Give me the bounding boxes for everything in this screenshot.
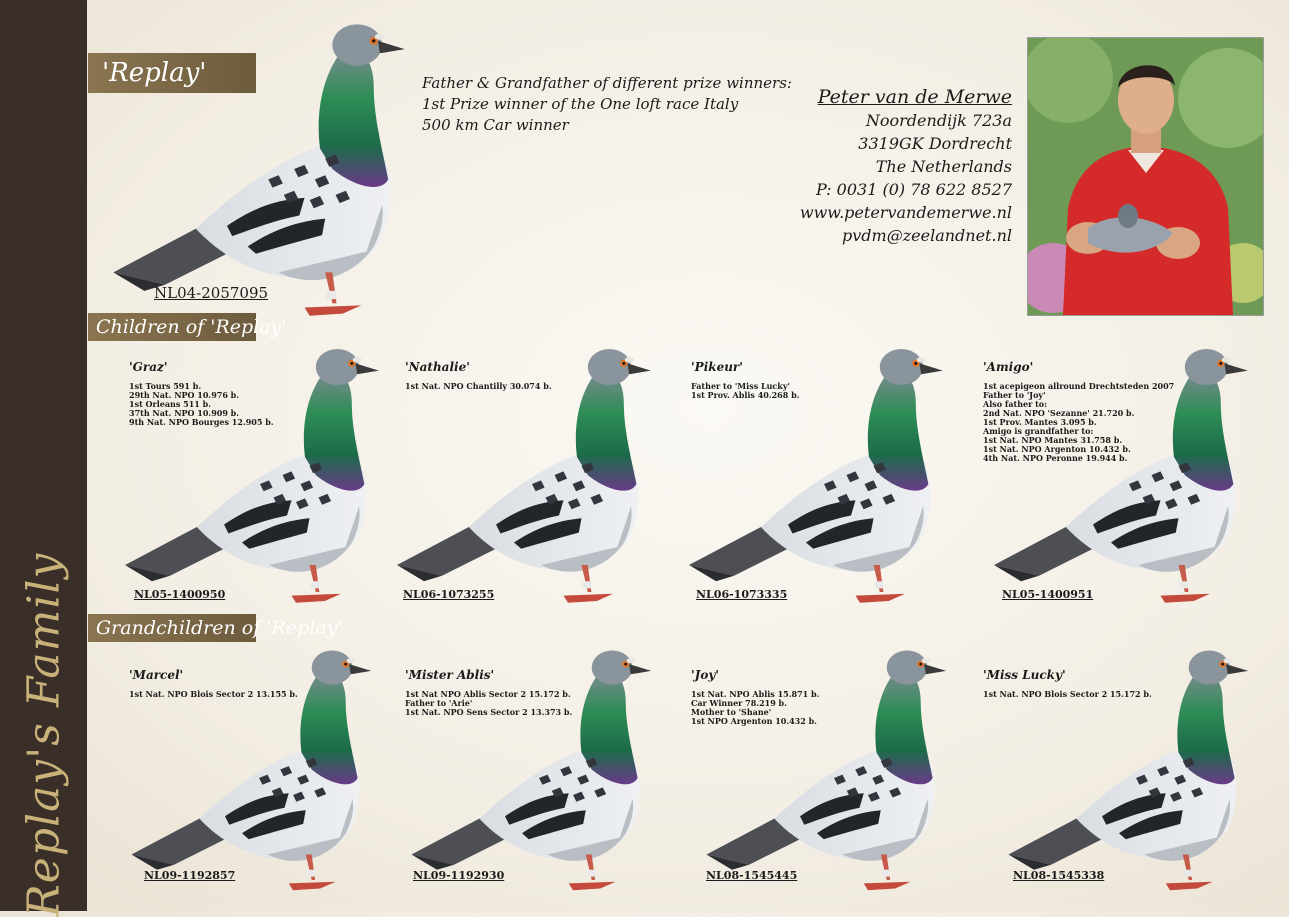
sire-achievement-line: Father & Grandfather of different prize winners: [422, 74, 792, 92]
grandchildren-banner: Grandchildren of 'Replay' [88, 614, 256, 642]
pigeon-name: 'Marcel' [129, 668, 184, 682]
ring-number: NL08-1545338 [1013, 869, 1105, 882]
sire-achievement-line: 1st Prize winner of the One loft race Italy [422, 95, 739, 113]
ring-number: NL06-1073255 [403, 588, 495, 601]
result-line: 1st Nat NPO Ablis Sector 2 15.172 b. [405, 689, 571, 699]
pigeon-results [983, 690, 1152, 699]
sire-pigeon-image [98, 14, 418, 324]
ring-number: NL05-1400951 [1002, 588, 1094, 601]
result-line: 1st Orleans 511 b. [129, 399, 212, 409]
pigeon-name: 'Mister Ablis' [405, 668, 495, 682]
result-line: Father to 'Arie' [405, 698, 473, 708]
result-line: 37th Nat. NPO 10.909 b. [129, 408, 240, 418]
result-line: 1st Prov. Mantes 3.095 b. [983, 417, 1097, 427]
spine-title: Replay's Family [18, 552, 70, 917]
contact-country: The Netherlands [875, 157, 1012, 176]
result-line: 9th Nat. NPO Bourges 12.905 b. [129, 417, 274, 427]
result-line: 1st Prov. Ablis 40.268 b. [691, 390, 800, 400]
result-line: 1st Tours 591 b. [129, 381, 202, 391]
pigeon-results [129, 690, 298, 699]
pigeon-name: 'Pikeur' [691, 360, 743, 374]
result-line: Father to 'Joy' [983, 390, 1046, 400]
result-line: 1st Nat. NPO Blois Sector 2 13.155 b. [129, 689, 298, 699]
ring-number: NL05-1400950 [134, 588, 226, 601]
ring-number: NL09-1192857 [144, 869, 236, 882]
result-line: Amigo is grandfather to: [983, 426, 1094, 436]
pigeon-results [405, 382, 552, 391]
sire-ring-number: NL04-2057095 [154, 284, 269, 302]
pigeon-results [691, 382, 799, 400]
result-line: Father to 'Miss Lucky' [691, 381, 790, 391]
result-line: 1st Nat. NPO Mantes 31.758 b. [983, 435, 1123, 445]
breeder-name: Peter van de Merwe [817, 86, 1012, 108]
result-line: Car Winner 78.219 b. [691, 698, 787, 708]
breeder-photo [1027, 37, 1264, 316]
contact-phone: P: 0031 (0) 78 622 8527 [815, 180, 1012, 199]
contact-city: 3319GK Dordrecht [858, 134, 1012, 153]
contact-block [800, 86, 1012, 247]
result-line: 1st Nat. NPO Ablis 15.871 b. [691, 689, 820, 699]
pigeon-results [983, 382, 1174, 463]
result-line: 29th Nat. NPO 10.976 b. [129, 390, 240, 400]
pigeon-name: 'Miss Lucky' [983, 668, 1066, 682]
result-line: 1st Nat. NPO Sens Sector 2 13.373 b. [405, 707, 573, 717]
result-line: 1st Nat. NPO Argenton 10.432 b. [983, 444, 1131, 454]
sire-banner: 'Replay' [88, 53, 256, 93]
result-line: Mother to 'Shane' [691, 707, 772, 717]
pigeon-results [129, 382, 274, 427]
pigeon-name: 'Joy' [691, 668, 720, 682]
result-line: 1st acepigeon allround Drechtsteden 2007 [983, 381, 1175, 391]
result-line: Also father to: [983, 399, 1048, 409]
result-line: 1st Nat. NPO Chantilly 30.074 b. [405, 381, 552, 391]
result-line: 1st NPO Argenton 10.432 b. [691, 716, 817, 726]
result-line: 1st Nat. NPO Blois Sector 2 15.172 b. [983, 689, 1152, 699]
pigeon-name: 'Nathalie' [405, 360, 470, 374]
contact-website[interactable]: www.petervandemerwe.nl [799, 203, 1012, 222]
sire-achievement-line: 500 km Car winner [422, 116, 569, 134]
sire-achievements [422, 73, 792, 136]
grandchild-pigeon-image [683, 642, 968, 897]
contact-address: Noordendijk 723a [865, 111, 1012, 130]
ring-number: NL06-1073335 [696, 588, 788, 601]
pigeon-results [405, 690, 572, 717]
pigeon-name: 'Graz' [129, 360, 168, 374]
children-banner: Children of 'Replay' [88, 313, 256, 341]
result-line: 4th Nat. NPO Peronne 19.944 b. [983, 453, 1128, 463]
result-line: 2nd Nat. NPO 'Sezanne' 21.720 b. [983, 408, 1135, 418]
pigeon-results [691, 690, 819, 726]
ring-number: NL09-1192930 [413, 869, 505, 882]
contact-email[interactable]: pvdm@zeelandnet.nl [842, 226, 1012, 245]
ring-number: NL08-1545445 [706, 869, 798, 882]
pigeon-name: 'Amigo' [983, 360, 1034, 374]
